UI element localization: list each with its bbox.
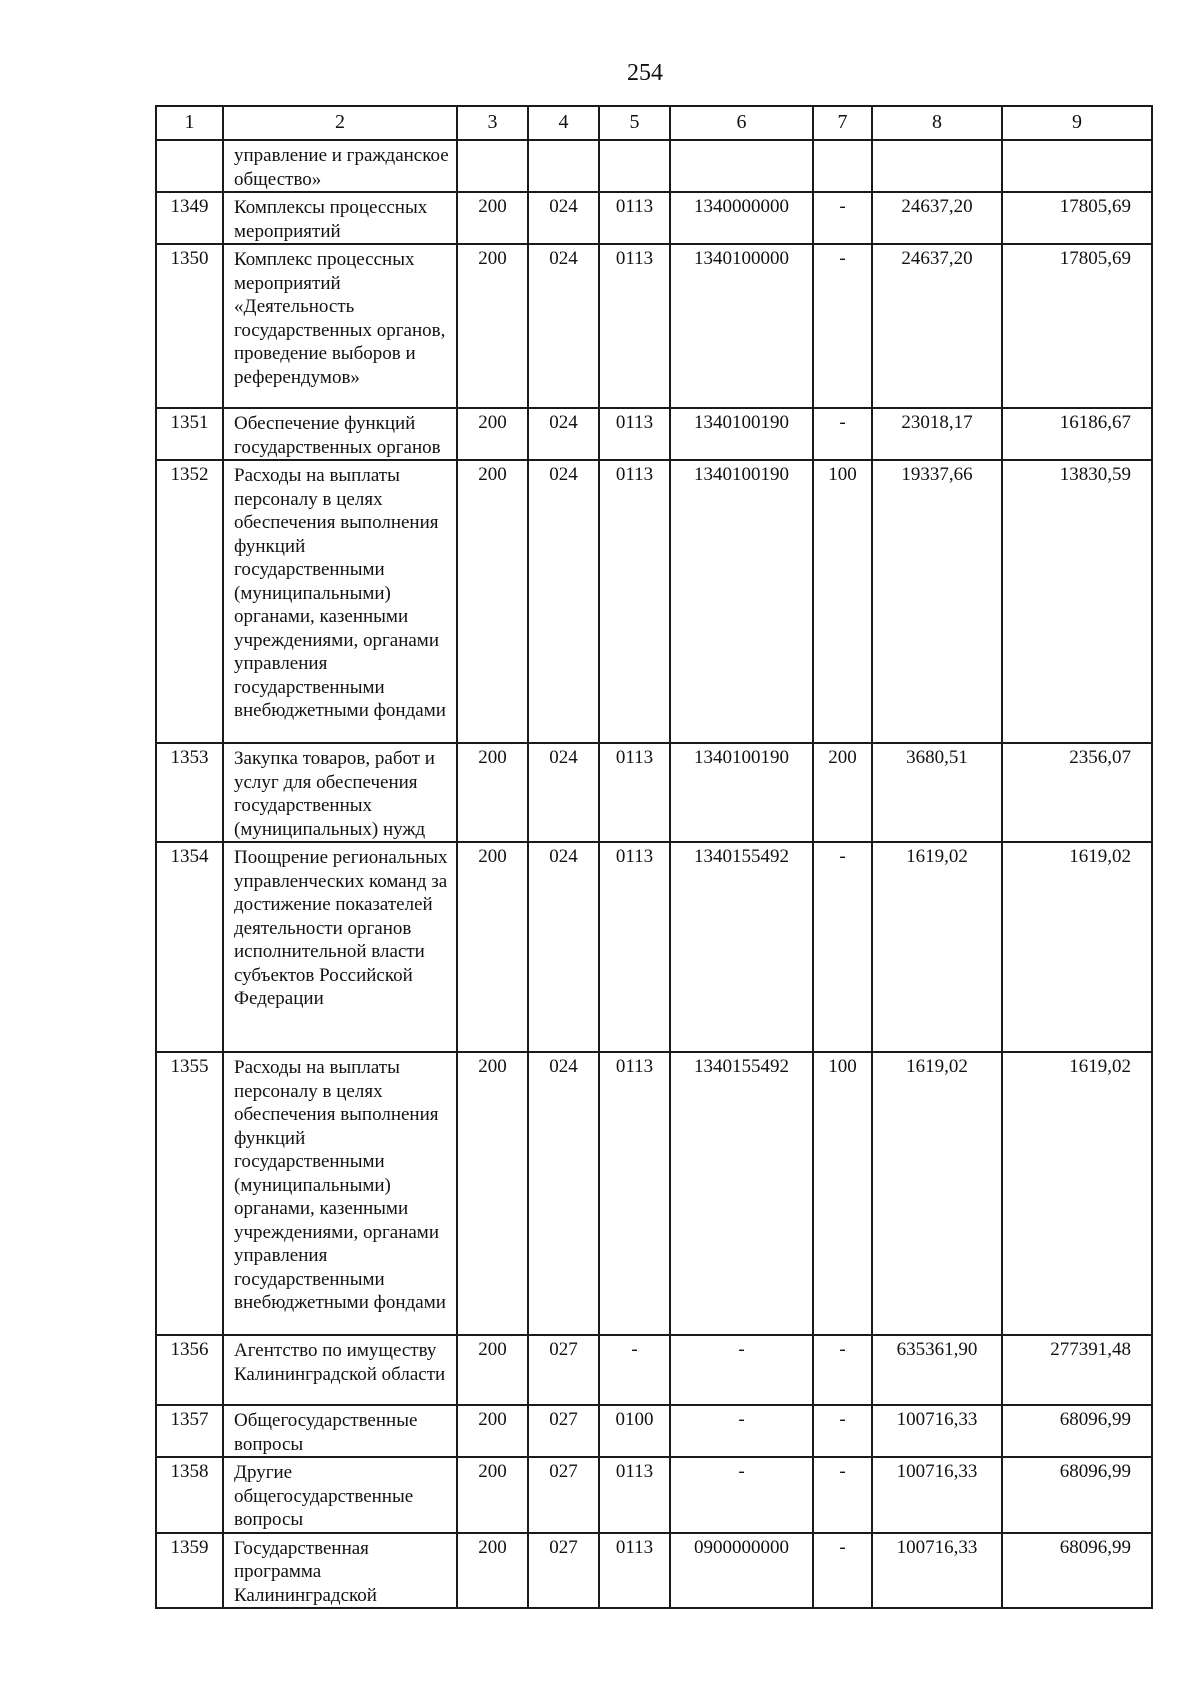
- table-row: [156, 1457, 1152, 1533]
- cell-description: Комплекс процессных мероприятий «Деятельность государственных органов, проведение выборов и референдумов»: [223, 244, 457, 408]
- cell-col-8: 1619,02: [872, 1052, 1002, 1335]
- cell-col-7: -: [813, 842, 872, 1052]
- cell-col-5: 0113: [599, 244, 670, 408]
- cell-description: Агентство по имуществу Калининградской области: [223, 1335, 457, 1405]
- table-row: [156, 842, 1152, 1052]
- cell-col-6: 1340100000: [670, 244, 813, 408]
- cell-col-3: 200: [457, 1405, 528, 1457]
- cell-row-number: 1351: [156, 408, 223, 460]
- cell-row-number: 1349: [156, 192, 223, 244]
- cell-col-4: 024: [528, 244, 599, 408]
- cell-col-3: 200: [457, 1533, 528, 1609]
- table-row: [156, 1405, 1152, 1457]
- cell-col-3: 200: [457, 1052, 528, 1335]
- cell-col-7: 100: [813, 460, 872, 743]
- cell-row-number: 1352: [156, 460, 223, 743]
- cell-col-4: 024: [528, 460, 599, 743]
- header-cell-9: 9: [1002, 106, 1152, 140]
- header-cell-8: 8: [872, 106, 1002, 140]
- cell-row-number: 1357: [156, 1405, 223, 1457]
- cell-col-6: 1340155492: [670, 842, 813, 1052]
- cell-col-5: 0113: [599, 192, 670, 244]
- header-cell-1: 1: [156, 106, 223, 140]
- cell-col-8: 100716,33: [872, 1405, 1002, 1457]
- cell-col-7: 200: [813, 743, 872, 842]
- cell-col-3: 200: [457, 460, 528, 743]
- cell-col-4: 024: [528, 1052, 599, 1335]
- cell-col-9: 1619,02: [1002, 842, 1152, 1052]
- cell-row-number: 1356: [156, 1335, 223, 1405]
- cell-col-7: -: [813, 1457, 872, 1533]
- cell-col-3: 200: [457, 1335, 528, 1405]
- cell-col-5: 0113: [599, 743, 670, 842]
- cell-col-8: 1619,02: [872, 842, 1002, 1052]
- cell-col-6: -: [670, 1335, 813, 1405]
- cell-row-number: 1350: [156, 244, 223, 408]
- cell-col-5: 0113: [599, 460, 670, 743]
- cell-col-7: -: [813, 1335, 872, 1405]
- cell-col-9: 16186,67: [1002, 408, 1152, 460]
- header-cell-5: 5: [599, 106, 670, 140]
- cell-description: Расходы на выплаты персоналу в целях обеспечения выполнения функций государственными (муниципальными) органами, казенными учреждениями, органами управления государственными внебюджетными фондами: [223, 460, 457, 743]
- cell-col-9: 17805,69: [1002, 244, 1152, 408]
- cell-col-5: 0113: [599, 1052, 670, 1335]
- table-row: [156, 460, 1152, 743]
- cell-col-4: 027: [528, 1457, 599, 1533]
- cell-description: Комплексы процессных мероприятий: [223, 192, 457, 244]
- cell-col-6: -: [670, 1457, 813, 1533]
- cell-description: Поощрение региональных управленческих команд за достижение показателей деятельности органов исполнительной власти субъектов Российской Федерации: [223, 842, 457, 1052]
- header-cell-4: 4: [528, 106, 599, 140]
- cell-col-4: 027: [528, 1335, 599, 1405]
- cell-col-9: 2356,07: [1002, 743, 1152, 842]
- table-row: [156, 244, 1152, 408]
- table-row: [156, 1052, 1152, 1335]
- cell-col-6: 1340100190: [670, 743, 813, 842]
- cell-col-7: -: [813, 1405, 872, 1457]
- cell-col-6: 1340000000: [670, 192, 813, 244]
- cell-col-8: 23018,17: [872, 408, 1002, 460]
- page-number: 254: [627, 60, 663, 86]
- cell-col-8: 100716,33: [872, 1533, 1002, 1609]
- cell-row-number: 1353: [156, 743, 223, 842]
- cell-col-9: 68096,99: [1002, 1457, 1152, 1533]
- cell-col-4: 024: [528, 743, 599, 842]
- cell-col-6: 1340155492: [670, 1052, 813, 1335]
- cell-description: Государственная программа Калининградской: [223, 1533, 457, 1609]
- cell-col-5: [599, 140, 670, 192]
- cell-col-5: 0113: [599, 842, 670, 1052]
- cell-col-3: 200: [457, 408, 528, 460]
- cell-col-8: [872, 140, 1002, 192]
- table-body: [156, 140, 1152, 1608]
- cell-col-4: [528, 140, 599, 192]
- cell-description: Закупка товаров, работ и услуг для обеспечения государственных (муниципальных) нужд: [223, 743, 457, 842]
- cell-col-7: 100: [813, 1052, 872, 1335]
- cell-col-3: 200: [457, 1457, 528, 1533]
- cell-col-6: 1340100190: [670, 408, 813, 460]
- cell-col-7: -: [813, 244, 872, 408]
- cell-description: управление и гражданское общество»: [223, 140, 457, 192]
- cell-col-5: 0113: [599, 408, 670, 460]
- table-header: [156, 106, 1152, 140]
- header-cell-3: 3: [457, 106, 528, 140]
- cell-col-4: 027: [528, 1405, 599, 1457]
- table-row: [156, 1335, 1152, 1405]
- cell-description: Расходы на выплаты персоналу в целях обеспечения выполнения функций государственными (муниципальными) органами, казенными учреждениями, органами управления государственными внебюджетными фондами: [223, 1052, 457, 1335]
- cell-col-5: 0113: [599, 1533, 670, 1609]
- table-row: [156, 743, 1152, 842]
- cell-col-4: 024: [528, 192, 599, 244]
- header-cell-6: 6: [670, 106, 813, 140]
- cell-col-9: 68096,99: [1002, 1533, 1152, 1609]
- cell-col-9: 13830,59: [1002, 460, 1152, 743]
- table-row: [156, 192, 1152, 244]
- cell-col-9: [1002, 140, 1152, 192]
- cell-col-3: 200: [457, 192, 528, 244]
- cell-col-4: 024: [528, 842, 599, 1052]
- cell-col-8: 24637,20: [872, 244, 1002, 408]
- cell-col-4: 027: [528, 1533, 599, 1609]
- cell-col-9: 1619,02: [1002, 1052, 1152, 1335]
- cell-row-number: 1358: [156, 1457, 223, 1533]
- cell-description: Другие общегосударственные вопросы: [223, 1457, 457, 1533]
- cell-col-8: 100716,33: [872, 1457, 1002, 1533]
- cell-col-8: 3680,51: [872, 743, 1002, 842]
- cell-col-9: 277391,48: [1002, 1335, 1152, 1405]
- cell-description: Общегосударственные вопросы: [223, 1405, 457, 1457]
- cell-col-5: 0100: [599, 1405, 670, 1457]
- cell-col-9: 68096,99: [1002, 1405, 1152, 1457]
- cell-col-8: 635361,90: [872, 1335, 1002, 1405]
- cell-col-4: 024: [528, 408, 599, 460]
- cell-col-9: 17805,69: [1002, 192, 1152, 244]
- cell-col-7: -: [813, 408, 872, 460]
- cell-col-3: 200: [457, 842, 528, 1052]
- table-row: [156, 1533, 1152, 1609]
- cell-description: Обеспечение функций государственных органов: [223, 408, 457, 460]
- cell-col-6: 1340100190: [670, 460, 813, 743]
- table-row: [156, 408, 1152, 460]
- cell-col-8: 24637,20: [872, 192, 1002, 244]
- header-cell-2: 2: [223, 106, 457, 140]
- cell-col-6: [670, 140, 813, 192]
- cell-row-number: 1359: [156, 1533, 223, 1609]
- cell-col-6: 0900000000: [670, 1533, 813, 1609]
- budget-table: [155, 105, 1153, 1609]
- header-row: [156, 106, 1152, 140]
- cell-col-5: -: [599, 1335, 670, 1405]
- cell-col-3: 200: [457, 743, 528, 842]
- header-cell-7: 7: [813, 106, 872, 140]
- cell-row-number: 1354: [156, 842, 223, 1052]
- cell-row-number: [156, 140, 223, 192]
- cell-col-7: -: [813, 1533, 872, 1609]
- cell-row-number: 1355: [156, 1052, 223, 1335]
- cell-col-6: -: [670, 1405, 813, 1457]
- cell-col-5: 0113: [599, 1457, 670, 1533]
- cell-col-7: -: [813, 192, 872, 244]
- cell-col-3: [457, 140, 528, 192]
- cell-col-7: [813, 140, 872, 192]
- cell-col-8: 19337,66: [872, 460, 1002, 743]
- cell-col-3: 200: [457, 244, 528, 408]
- table-row: [156, 140, 1152, 192]
